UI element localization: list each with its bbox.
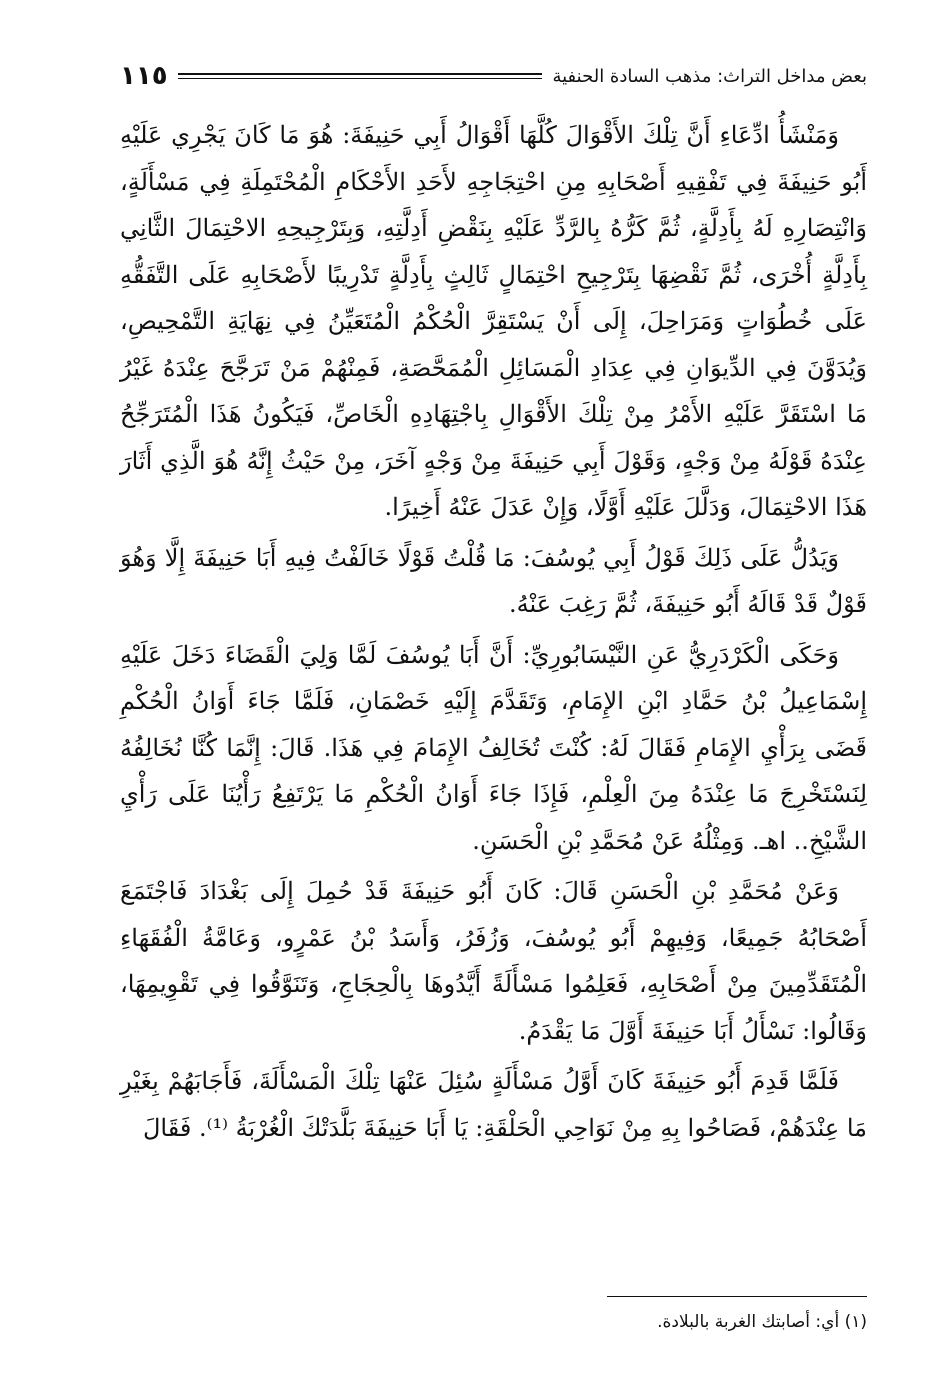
page-number: ١١٥ — [120, 61, 168, 91]
paragraph-1: وَمَنْشَأُ ادِّعَاءِ أَنَّ تِلْكَ الأَقْوَالَ كُلَّهَا أَقْوَالُ أَبِي حَنِيفَةَ: هُوَ مَا كَانَ يَجْرِي عَلَيْهِ أَبُو حَنِيفَةَ فِي تَفْقِيهِ أَصْحَابِهِ مِنِ احْتِجَاجِهِ لأَحَدِ الأَحْكَامِ الْمُحْتَمِلَةِ فِي مَسْأَلَةٍ، وَانْتِصَارِهِ لَهُ بِأَدِلَّةٍ، ثُمَّ كَرُّهُ بِالرَّدِّ عَلَيْهِ بِنَقْضِ أَدِلَّتِهِ، وَبِتَرْجِيحِهِ الاحْتِمَالَ الثَّانِي بِأَدِلَّةٍ أُخْرَى، ثُمَّ نَقْضِهَا بِتَرْجِيحِ احْتِمَالٍ ثَالِثٍ بِأَدِلَّةٍ تَدْرِيبًا لأَصْحَابِهِ عَلَى التَّفَقُّهِ عَلَى خُطُوَاتٍ وَمَرَاحِلَ، إِلَى أَنْ يَسْتَقِرَّ الْحُكْمُ الْمُتَعَيِّنُ فِي نِهَايَةِ التَّمْحِيصِ، وَيُدَوَّنَ فِي الدِّيوَانِ فِي عِدَادِ الْمَسَائِلِ الْمُمَحَّصَةِ، فَمِنْهُمْ مَنْ تَرَجَّحَ عِنْدَهُ غَيْرُ مَا اسْتَقَرَّ عَلَيْهِ الأَمْرُ مِنْ تِلْكَ الأَقْوَالِ بِاجْتِهَادِهِ الْخَاصِّ، فَيَكُونُ هَذَا الْمُتَرَجِّحُ عِنْدَهُ قَوْلَهُ مِنْ وَجْهٍ، وَقَوْلَ أَبِي حَنِيفَةَ مِنْ وَجْهٍ آخَرَ، مِنْ حَيْثُ إِنَّهُ هُوَ الَّذِي أَثَارَ هَذَا الاحْتِمَالَ، وَدَلَّلَ عَلَيْهِ أَوَّلًا، وَإِنْ عَدَلَ عَنْهُ أَخِيرًا. — [120, 121, 867, 521]
running-title: بعض مداخل التراث: مذهب السادة الحنفية — [552, 65, 867, 87]
paragraph-3: وَحَكَى الْكَرْدَرِيُّ عَنِ النَّيْسَابُورِيِّ: أَنَّ أَبَا يُوسُفَ لَمَّا وَلِيَ الْقَضَاءَ دَخَلَ عَلَيْهِ إِسْمَاعِيلُ بْنُ حَمَّادِ ابْنِ الإِمَامِ، وَتَقَدَّمَ إِلَيْهِ خَصْمَانِ، فَلَمَّا جَاءَ أَوَانُ الْحُكْمِ قَضَى بِرَأْيِ الإِمَامِ فَقَالَ لَهُ: كُنْتَ تُخَالِفُ الإِمَامَ فِي هَذَا. قَالَ: إِنَّمَا كُنَّا نُخَالِفُهُ لِنَسْتَخْرِجَ مَا عِنْدَهُ مِنَ الْعِلْمِ، فَإِذَا جَاءَ أَوَانُ الْحُكْمِ مَا يَرْتَفِعُ رَأْيُنَا عَلَى رَأْيِ الشَّيْخِ.. اهـ. وَمِثْلُهُ عَنْ مُحَمَّدِ بْنِ الْحَسَنِ. — [120, 640, 868, 855]
paragraph-2: وَيَدُلُّ عَلَى ذَلِكَ قَوْلُ أَبِي يُوسُفَ: مَا قُلْتُ قَوْلًا خَالَفْتُ فِيهِ أَبَا حَنِيفَةَ إِلَّا وَهُوَ قَوْلٌ قَدْ قَالَهُ أَبُو حَنِيفَةَ، ثُمَّ رَغِبَ عَنْهُ. — [120, 543, 867, 618]
paragraph-4: وَعَنْ مُحَمَّدِ بْنِ الْحَسَنِ قَالَ: كَانَ أَبُو حَنِيفَةَ قَدْ حُمِلَ إِلَى بَغْدَادَ فَاجْتَمَعَ أَصْحَابُهُ جَمِيعًا، وَفِيهِمْ أَبُو يُوسُفَ، وَزُفَرُ، وَأَسَدُ بْنُ عَمْرٍو، وَعَامَّةُ الْفُقَهَاءِ الْمُتَقَدِّمِينَ مِنْ أَصْحَابِهِ، فَعَلِمُوا مَسْأَلَةً أَيَّدُوهَا بِالْحِجَاجِ، وَتَنَوَّقُوا فِي تَقْوِيمِهَا، وَقَالُوا: نَسْأَلُ أَبَا حَنِيفَةَ أَوَّلَ مَا يَقْدَمُ. — [120, 877, 867, 1045]
main-text — [120, 112, 867, 1155]
paragraph-5: فَلَمَّا قَدِمَ أَبُو حَنِيفَةَ كَانَ أَوَّلُ مَسْأَلَةٍ سُئِلَ عَنْهَا تِلْكَ الْمَسْأَلَةَ، فَأَجَابَهُمْ بِغَيْرِ مَا عِنْدَهُمْ، فَصَاحُوا بِهِ مِنْ نَوَاحِي الْحَلْقَةِ: يَا أَبَا حَنِيفَةَ بَلَّدَتْكَ الْغُرْبَةُ ⁽¹⁾. فَقَالَ — [120, 1067, 867, 1142]
footnote-separator — [607, 1296, 867, 1297]
footnote: (١) أي: أصابتك الغربة بالبلادة. — [657, 1312, 867, 1332]
header-rule — [178, 73, 543, 79]
page-header — [120, 58, 867, 94]
